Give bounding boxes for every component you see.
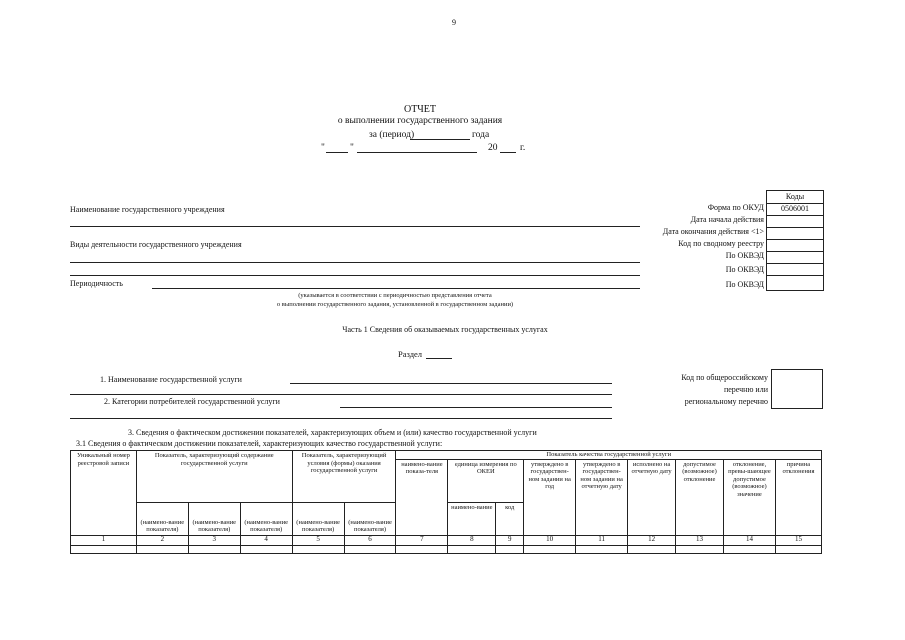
code-cell-okved-2 — [767, 263, 823, 276]
quality-table — [70, 450, 822, 554]
institution-name-label: Наименование государственного учреждения — [70, 205, 225, 214]
col-number-1: 1 — [71, 535, 137, 545]
activity-line-2 — [70, 275, 640, 276]
col-number-6: 6 — [344, 535, 396, 545]
part-title: Часть 1 Сведения об оказываемых государственных услугах — [342, 325, 548, 334]
th-approved-date: утверждено в государствен-ном задании на отчетную дату — [576, 459, 628, 535]
label-registry: Код по сводному реестру — [678, 239, 764, 248]
periodicity-note-1: (указывается в соответствии с периодичностью представления отчета — [298, 292, 492, 299]
label-okved-1: По ОКВЭД — [725, 251, 764, 260]
col-number-4: 4 — [240, 535, 292, 545]
item3-title: 3. Сведения о фактическом достижении показателей, характеризующих объем и (или) качество государственной услуги — [128, 428, 537, 437]
label-end-date: Дата окончания действия <1> — [662, 227, 764, 236]
col-number-12: 12 — [628, 535, 676, 545]
col-number-2: 2 — [136, 535, 188, 545]
activity-types-label: Виды деятельности государственного учреждения — [70, 240, 242, 249]
col-number-8: 8 — [448, 535, 496, 545]
okud-code: 0506001 — [767, 203, 823, 216]
date-month-blank — [357, 152, 477, 153]
codes-box — [766, 190, 824, 291]
consumers-line-2 — [70, 418, 612, 419]
col-number-10: 10 — [524, 535, 576, 545]
periodicity-line — [152, 288, 640, 289]
th-indicator-name: наимено-вание показа-теля — [396, 459, 448, 535]
table-row — [71, 545, 822, 553]
col-number-13: 13 — [676, 535, 724, 545]
date-year-blank — [500, 152, 516, 153]
service-code-box — [771, 369, 823, 409]
consumers-label: 2. Категории потребителей государственной услуги — [104, 397, 280, 406]
activity-line-1 — [70, 262, 640, 263]
th-reason: причина отклонения — [775, 459, 821, 535]
report-subtitle: о выполнении государственного задания — [337, 116, 503, 126]
th-unit-name: наимено-вание — [448, 502, 496, 535]
periodicity-note-2: о выполнении государственного задания, установленной в государственном задании) — [276, 301, 514, 308]
th-deviation: отклонение, превы-шающее допустимое (возможное) значение — [723, 459, 775, 535]
date-year-suffix: г. — [520, 143, 526, 153]
period-suffix: года — [472, 130, 490, 140]
th-sub-indicator-1: (наимено-вание показателя) — [136, 502, 188, 535]
section-number-blank — [426, 358, 452, 359]
col-number-7: 7 — [396, 535, 448, 545]
section-label: Раздел — [398, 349, 423, 359]
th-conditions: Показатель, характеризующий условия (формы) оказания государственной услуги — [292, 451, 396, 503]
date-close-quote: " — [350, 143, 354, 153]
label-start-date: Дата начала действия — [690, 215, 764, 224]
date-open-quote: " — [321, 143, 325, 153]
service-name-label: 1. Наименование государственной услуги — [100, 375, 242, 384]
col-number-9: 9 — [496, 535, 524, 545]
label-okved-2: По ОКВЭД — [725, 265, 764, 274]
th-quality: Показатель качества государственной услуги — [396, 451, 822, 460]
label-okud: Форма по ОКУД — [707, 203, 764, 212]
report-title: ОТЧЕТ — [403, 104, 437, 115]
service-name-line-2 — [70, 394, 612, 395]
code-label-3: региональному перечню — [684, 397, 768, 406]
page-number: 9 — [452, 18, 456, 27]
service-name-line — [290, 383, 612, 384]
th-executed: исполнено на отчетную дату — [628, 459, 676, 535]
date-day-blank — [326, 152, 348, 153]
institution-line — [70, 226, 640, 227]
period-prefix: за (период) — [369, 130, 415, 140]
period-blank — [410, 139, 470, 140]
th-sub-indicator-4: (наимено-вание показателя) — [292, 502, 344, 535]
col-number-5: 5 — [292, 535, 344, 545]
col-number-14: 14 — [723, 535, 775, 545]
th-allowed: допустимое (возможное) отклонение — [676, 459, 724, 535]
date-year-prefix: 20 — [488, 143, 498, 153]
item3-subtitle: 3.1 Сведения о фактическом достижении показателей, характеризующих качество государственной услуги: — [76, 439, 443, 448]
th-unit: единица измерения по ОКЕИ — [448, 459, 524, 502]
th-approved-year: утверждено в государствен-ном задании на год — [524, 459, 576, 535]
label-okved-3: По ОКВЭД — [725, 280, 764, 289]
th-content: Показатель, характеризующий содержание государственной услуги — [136, 451, 292, 503]
col-number-15: 15 — [775, 535, 821, 545]
code-label-2: перечню или — [723, 385, 768, 394]
codes-header: Коды — [767, 191, 823, 204]
th-registry: Уникальный номер реестровой записи — [71, 451, 137, 536]
th-sub-indicator-3: (наимено-вание показателя) — [240, 502, 292, 535]
col-number-3: 3 — [188, 535, 240, 545]
consumers-line — [340, 407, 612, 408]
th-unit-code: код — [496, 502, 524, 535]
col-number-11: 11 — [576, 535, 628, 545]
periodicity-label: Периодичность — [70, 279, 123, 288]
th-sub-indicator-2: (наимено-вание показателя) — [188, 502, 240, 535]
code-label-1: Код по общероссийскому — [681, 373, 768, 382]
th-sub-indicator-5: (наимено-вание показателя) — [344, 502, 396, 535]
